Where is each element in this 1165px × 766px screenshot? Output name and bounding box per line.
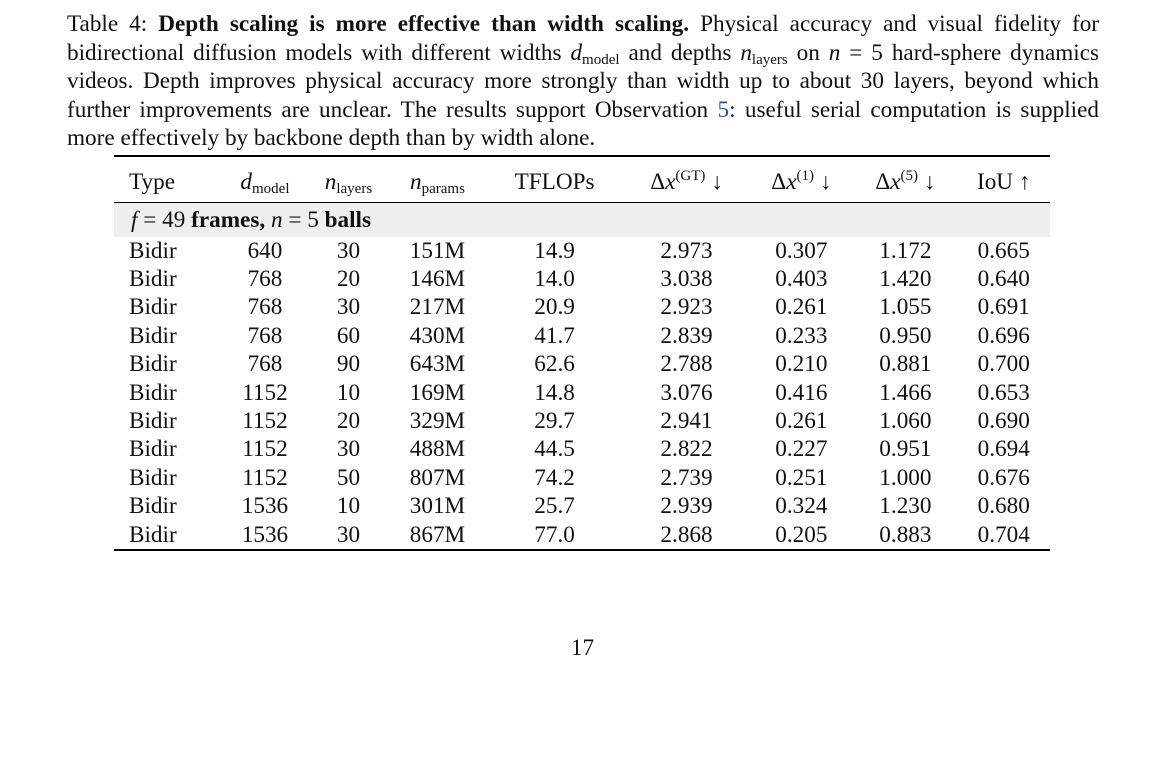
caption-nlayers-symbol: n	[740, 39, 752, 66]
cell-type: Bidir	[129, 322, 177, 349]
cell-nparams: 807M	[409, 464, 466, 491]
caption-text-5: : useful serial computation is supplied more effectively by backbone depth than by width alone.	[67, 96, 1099, 151]
caption-dmodel-symbol: d	[570, 39, 583, 66]
cell-nlayers: 30	[336, 521, 361, 548]
cell-dx-gt: 2.739	[660, 464, 713, 491]
header-nparams	[390, 156, 486, 203]
caption-text-4: hard-sphere dynamics videos. Depth improves physical accuracy more strongly than width up to about 30 layers, beyond which further improvements are unclear. The results support Observation	[67, 39, 1100, 123]
section-n-value: = 5	[282, 206, 325, 233]
section-header-cell	[114, 203, 1050, 238]
cell-dx-5: 1.420	[879, 266, 932, 293]
cell-nparams: 146M	[409, 266, 466, 293]
caption-nlayers-subscript: layers	[751, 51, 788, 68]
header-dx-5	[853, 156, 957, 203]
cell-dx-gt: 2.839	[660, 322, 713, 349]
cell-tflops: 44.5	[534, 436, 575, 463]
cell-dx-1: 0.324	[775, 493, 828, 520]
cell-iou: 0.704	[977, 521, 1030, 548]
cell-dx-1: 0.251	[775, 464, 828, 491]
cell-iou: 0.696	[977, 322, 1030, 349]
header-nparams-symbol: n	[410, 168, 422, 195]
table-row	[114, 436, 1050, 464]
header-dmodel	[222, 156, 307, 203]
cell-dx-5: 0.950	[879, 322, 932, 349]
cell-nlayers: 30	[336, 237, 361, 264]
cell-dx-5: 1.172	[879, 237, 932, 264]
table-row	[114, 351, 1050, 379]
cell-tflops: 14.0	[534, 266, 575, 293]
cell-dx-gt: 2.788	[660, 351, 713, 378]
cell-iou: 0.680	[977, 493, 1030, 520]
cell-dmodel: 768	[247, 351, 283, 378]
table-header-row	[114, 156, 1050, 203]
cell-dx-gt: 2.822	[660, 436, 713, 463]
cell-dmodel: 768	[247, 266, 283, 293]
cell-iou: 0.690	[977, 408, 1030, 435]
caption-n-symbol: n	[828, 39, 841, 66]
cell-type: Bidir	[129, 408, 177, 435]
cell-dx-1: 0.416	[775, 379, 828, 406]
table-row	[114, 294, 1050, 322]
cell-nparams: 430M	[409, 322, 466, 349]
cell-nparams: 301M	[409, 493, 466, 520]
cell-type: Bidir	[129, 521, 177, 548]
caption-n-value: = 5	[840, 39, 883, 66]
header-nparams-subscript: params	[421, 180, 465, 197]
cell-nparams: 169M	[409, 379, 466, 406]
cell-dx-5: 1.230	[879, 493, 932, 520]
cell-iou: 0.691	[977, 294, 1030, 321]
table-body	[114, 203, 1050, 551]
cell-tflops: 14.9	[534, 237, 575, 264]
cell-nparams: 217M	[409, 294, 466, 321]
up-arrow-icon: ↑	[1018, 168, 1031, 195]
table-row	[114, 322, 1050, 350]
cell-nlayers: 90	[336, 351, 361, 378]
header-dx-1	[749, 156, 853, 203]
cell-type: Bidir	[129, 464, 177, 491]
cell-dmodel: 768	[247, 294, 283, 321]
cell-iou: 0.665	[977, 237, 1030, 264]
cell-dmodel: 768	[247, 322, 283, 349]
cell-tflops: 20.9	[534, 294, 575, 321]
header-dx-1-symbol: x	[786, 168, 797, 195]
cell-dmodel: 1152	[242, 408, 288, 435]
cell-dx-1: 0.307	[775, 237, 828, 264]
cell-nlayers: 10	[336, 493, 361, 520]
cell-dx-5: 1.466	[879, 379, 932, 406]
caption-text-1: Physical accuracy and visual fidelity for bidirectional diffusion models with different widths	[67, 11, 1100, 66]
cell-type: Bidir	[129, 493, 177, 520]
cell-nparams: 488M	[409, 436, 466, 463]
cell-dmodel: 1152	[242, 464, 288, 491]
down-arrow-icon: ↓	[923, 168, 936, 195]
caption-text-2: and depths	[628, 39, 732, 66]
cell-dx-1: 0.210	[775, 351, 828, 378]
down-arrow-icon: ↓	[711, 168, 723, 195]
cell-dx-1: 0.261	[775, 294, 828, 321]
cell-type: Bidir	[129, 294, 177, 321]
observation-reference-link[interactable]: 5	[717, 96, 730, 123]
header-dx-gt-superscript: (GT)	[675, 167, 706, 184]
header-nlayers	[307, 156, 389, 203]
section-f-symbol: f	[131, 206, 138, 233]
table-row	[114, 265, 1050, 293]
cell-iou: 0.676	[977, 464, 1030, 491]
page-number: 17	[570, 635, 595, 661]
cell-dmodel: 1152	[242, 436, 288, 463]
cell-iou: 0.694	[977, 436, 1030, 463]
cell-tflops: 77.0	[534, 521, 575, 548]
cell-tflops: 25.7	[534, 493, 575, 520]
caption-title: Depth scaling is more effective than width scaling.	[158, 11, 690, 37]
cell-type: Bidir	[129, 379, 177, 406]
cell-dmodel: 1536	[241, 493, 289, 520]
cell-type: Bidir	[129, 351, 177, 378]
cell-type: Bidir	[129, 266, 177, 293]
cell-nparams: 329M	[409, 408, 466, 435]
cell-dx-5: 1.055	[879, 294, 932, 321]
header-dmodel-symbol: d	[240, 168, 252, 195]
header-dx-5-delta: Δ	[875, 168, 891, 195]
table-row	[114, 379, 1050, 407]
cell-dx-1: 0.233	[775, 322, 828, 349]
header-dx-5-symbol: x	[890, 168, 901, 195]
cell-iou: 0.640	[977, 266, 1030, 293]
cell-dmodel: 1152	[242, 379, 288, 406]
cell-nlayers: 10	[336, 379, 361, 406]
header-dmodel-subscript: model	[252, 180, 290, 197]
header-dx-gt-symbol: x	[665, 168, 676, 195]
table-row	[114, 493, 1050, 521]
cell-dx-1: 0.205	[775, 521, 828, 548]
section-f-value: = 49	[137, 206, 192, 233]
cell-iou: 0.700	[977, 351, 1030, 378]
cell-dx-5: 1.060	[879, 408, 932, 435]
cell-nparams: 643M	[409, 351, 466, 378]
section-frames-label: frames,	[191, 206, 266, 233]
cell-dx-5: 1.000	[879, 464, 932, 491]
cell-nlayers: 20	[336, 266, 361, 293]
cell-nparams: 867M	[409, 521, 466, 548]
cell-tflops: 14.8	[534, 379, 575, 406]
header-dx-5-superscript: (5)	[900, 167, 919, 184]
cell-type: Bidir	[129, 436, 177, 463]
cell-dx-5: 0.883	[879, 521, 932, 548]
cell-tflops: 41.7	[534, 322, 575, 349]
cell-dx-gt: 2.973	[660, 237, 713, 264]
cell-nlayers: 60	[336, 322, 361, 349]
header-dx-1-superscript: (1)	[796, 167, 815, 184]
header-iou	[957, 156, 1050, 203]
cell-nlayers: 30	[336, 436, 361, 463]
header-type: Type	[129, 168, 176, 195]
cell-dx-gt: 2.941	[660, 408, 713, 435]
cell-dx-5: 0.881	[879, 351, 932, 378]
cell-dx-1: 0.403	[775, 266, 828, 293]
caption-label: Table 4:	[67, 11, 148, 37]
header-nlayers-symbol: n	[324, 168, 337, 195]
table-row	[114, 237, 1050, 265]
table-row	[114, 407, 1050, 435]
cell-tflops: 62.6	[534, 351, 575, 378]
section-header-row	[114, 203, 1050, 238]
header-iou-label: IoU	[976, 168, 1014, 195]
results-table	[114, 155, 1050, 551]
cell-nlayers: 30	[336, 294, 361, 321]
cell-dx-gt: 2.923	[660, 294, 713, 321]
section-balls-label: balls	[324, 206, 372, 233]
cell-nlayers: 50	[336, 464, 361, 491]
cell-tflops: 29.7	[534, 408, 575, 435]
cell-dmodel: 1536	[241, 521, 289, 548]
cell-dx-1: 0.261	[775, 408, 828, 435]
table-row	[114, 521, 1050, 550]
section-n-symbol: n	[270, 206, 283, 233]
header-dx-gt	[624, 156, 750, 203]
cell-type: Bidir	[129, 237, 177, 264]
header-dx-gt-delta: Δ	[650, 168, 666, 195]
cell-nparams: 151M	[409, 237, 466, 264]
header-tflops: TFLOPs	[514, 168, 595, 195]
table-row	[114, 464, 1050, 492]
cell-dx-5: 0.951	[879, 436, 932, 463]
cell-dx-gt: 2.868	[660, 521, 713, 548]
cell-iou: 0.653	[977, 379, 1030, 406]
cell-tflops: 74.2	[534, 464, 575, 491]
cell-dx-gt: 3.076	[660, 379, 713, 406]
table-caption	[67, 10, 1099, 153]
caption-text-3: on	[796, 39, 820, 66]
cell-dmodel: 640	[247, 237, 283, 264]
down-arrow-icon: ↓	[819, 168, 832, 195]
cell-nlayers: 20	[336, 408, 361, 435]
caption-dmodel-subscript: model	[582, 51, 620, 68]
cell-dx-1: 0.227	[775, 436, 828, 463]
header-nlayers-subscript: layers	[336, 180, 373, 197]
header-dx-1-delta: Δ	[771, 168, 787, 195]
cell-dx-gt: 2.939	[660, 493, 713, 520]
cell-dx-gt: 3.038	[660, 266, 713, 293]
